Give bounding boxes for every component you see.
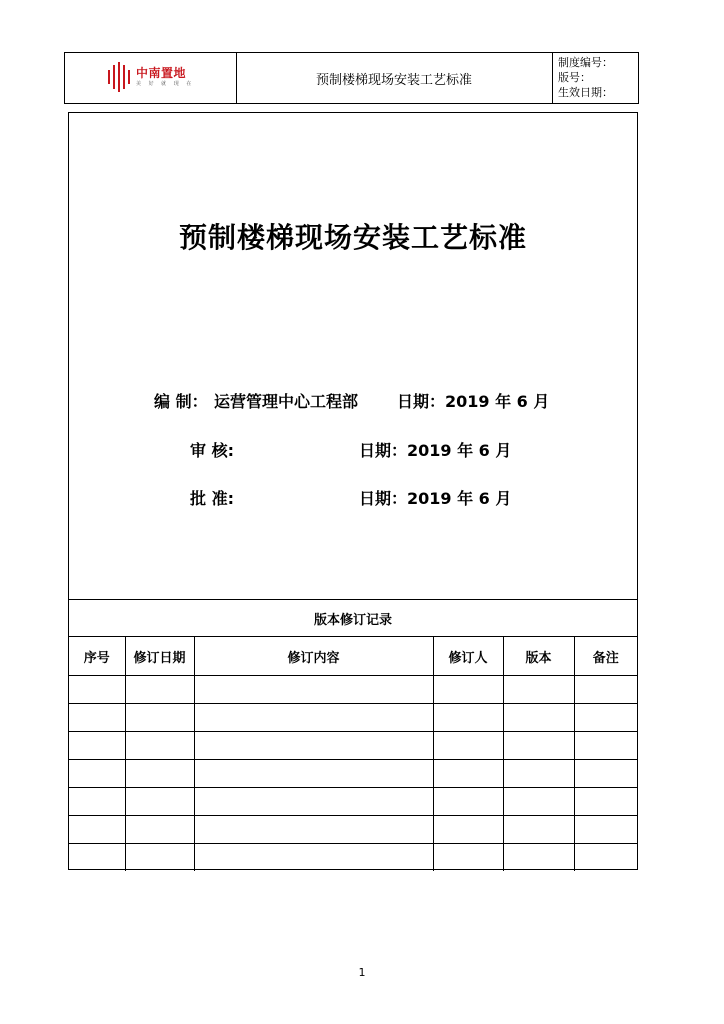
table-row — [69, 732, 637, 760]
table-cell[interactable] — [194, 760, 433, 788]
table-row — [69, 816, 637, 844]
col-header-date: 修订日期 — [125, 637, 194, 676]
revision-header-row — [69, 637, 637, 676]
table-cell[interactable] — [69, 732, 125, 760]
revision-record-title: 版本修订记录 — [69, 599, 637, 637]
table-cell[interactable] — [194, 704, 433, 732]
table-cell[interactable] — [69, 816, 125, 844]
table-row — [69, 788, 637, 816]
table-cell[interactable] — [503, 788, 574, 816]
header-table — [64, 52, 639, 104]
header-doc-title: 预制楼梯现场安装工艺标准 — [236, 53, 553, 103]
col-header-reviser: 修订人 — [433, 637, 503, 676]
revision-table — [69, 636, 637, 871]
cover-frame — [68, 112, 638, 870]
table-cell[interactable] — [503, 816, 574, 844]
header-meta — [552, 53, 638, 103]
logo-cell — [65, 53, 237, 103]
table-cell[interactable] — [125, 816, 194, 844]
approve-date: 日期：2019 年 6 月 — [359, 489, 512, 508]
approve-label: 批 准: — [190, 489, 234, 508]
table-cell[interactable] — [433, 816, 503, 844]
table-cell[interactable] — [433, 676, 503, 704]
table-cell[interactable] — [194, 676, 433, 704]
table-cell[interactable] — [503, 844, 574, 872]
table-cell[interactable] — [433, 760, 503, 788]
compile-label: 编 制： — [154, 392, 208, 411]
table-cell[interactable] — [433, 732, 503, 760]
table-cell[interactable] — [574, 816, 637, 844]
table-cell[interactable] — [125, 732, 194, 760]
col-header-version: 版本 — [503, 637, 574, 676]
compile-value: 运营管理中心工程部 — [214, 392, 359, 411]
table-cell[interactable] — [125, 760, 194, 788]
table-cell[interactable] — [433, 704, 503, 732]
table-row — [69, 676, 637, 704]
table-row — [69, 844, 637, 872]
table-cell[interactable] — [125, 704, 194, 732]
meta-doc-number: 制度编号： — [558, 56, 613, 69]
table-cell[interactable] — [69, 844, 125, 872]
table-cell[interactable] — [194, 816, 433, 844]
table-cell[interactable] — [69, 704, 125, 732]
logo-slogan: 美 好 就 现 在 — [136, 81, 195, 87]
table-cell[interactable] — [574, 676, 637, 704]
col-header-remarks: 备注 — [574, 637, 637, 676]
table-cell[interactable] — [574, 760, 637, 788]
company-logo — [108, 62, 194, 92]
meta-effective-date: 生效日期： — [558, 86, 613, 99]
table-cell[interactable] — [574, 788, 637, 816]
compile-date: 日期：2019 年 6 月 — [397, 392, 550, 411]
logo-bars-icon — [108, 62, 130, 92]
table-cell[interactable] — [503, 732, 574, 760]
table-cell[interactable] — [69, 760, 125, 788]
review-label: 审 核: — [190, 441, 234, 460]
table-cell[interactable] — [503, 760, 574, 788]
review-date: 日期：2019 年 6 月 — [359, 441, 512, 460]
logo-name: 中南置地 — [136, 66, 187, 80]
table-cell[interactable] — [433, 788, 503, 816]
table-cell[interactable] — [69, 788, 125, 816]
col-header-seq: 序号 — [69, 637, 125, 676]
table-cell[interactable] — [433, 844, 503, 872]
table-cell[interactable] — [574, 732, 637, 760]
page-title: 预制楼梯现场安装工艺标准 — [178, 221, 527, 254]
table-row — [69, 704, 637, 732]
table-cell[interactable] — [194, 732, 433, 760]
page-number: 1 — [358, 966, 366, 979]
table-cell[interactable] — [125, 676, 194, 704]
table-cell[interactable] — [574, 844, 637, 872]
table-row — [69, 760, 637, 788]
table-cell[interactable] — [194, 788, 433, 816]
meta-version: 版号： — [558, 71, 591, 84]
col-header-content: 修订内容 — [194, 637, 433, 676]
table-cell[interactable] — [125, 788, 194, 816]
table-cell[interactable] — [125, 844, 194, 872]
table-cell[interactable] — [574, 704, 637, 732]
table-cell[interactable] — [194, 844, 433, 872]
table-cell[interactable] — [503, 704, 574, 732]
table-cell[interactable] — [69, 676, 125, 704]
table-cell[interactable] — [503, 676, 574, 704]
